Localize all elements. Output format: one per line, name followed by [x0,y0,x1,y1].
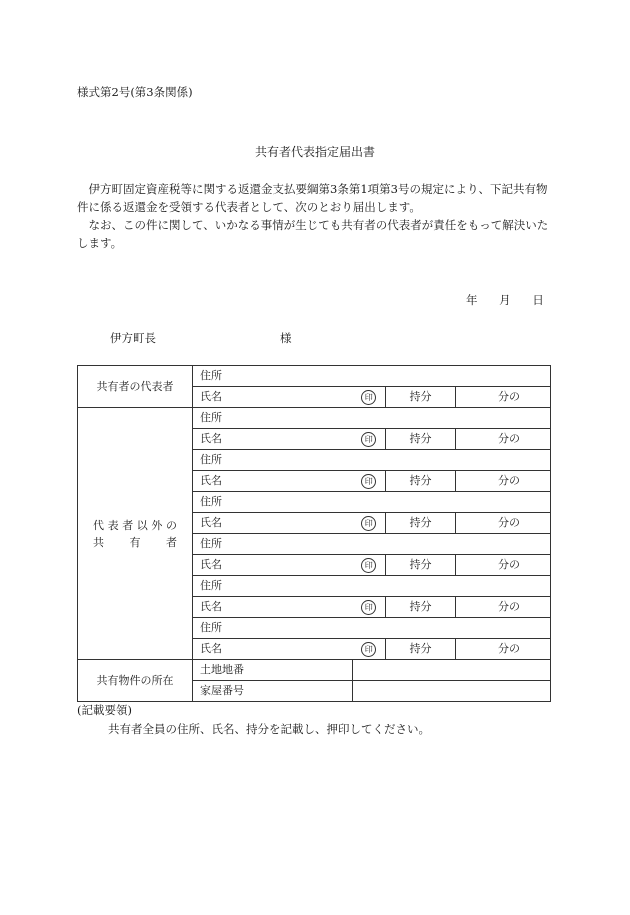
share-suffix: 分の [498,432,520,445]
seal-icon: 印 [361,600,376,615]
address-label: 住所 [200,579,222,592]
seal-cell [353,513,386,534]
body-paragraph-2: なお、この件に関して、いかなる事情が生じても共有者の代表者が責任をもって解決いたします。 [77,218,549,250]
seal-cell [353,429,386,450]
address-field[interactable] [193,576,551,597]
address-field[interactable] [193,450,551,471]
seal-cell [353,471,386,492]
table-row [78,366,551,387]
share-field[interactable] [456,639,551,660]
share-label: 持分 [386,387,456,408]
name-field[interactable] [193,555,353,576]
share-suffix: 分の [498,390,520,403]
name-field[interactable] [193,471,353,492]
address-label: 住所 [200,411,222,424]
share-field[interactable] [456,387,551,408]
name-field[interactable] [193,429,353,450]
share-label: 持分 [386,555,456,576]
share-suffix: 分の [498,516,520,529]
seal-icon: 印 [361,516,376,531]
representative-label: 共有者の代表者 [78,366,193,408]
address-field[interactable] [193,366,551,387]
name-field[interactable] [193,639,353,660]
seal-icon: 印 [361,390,376,405]
addressee: 伊方町長 [110,331,156,345]
honorific: 様 [280,331,292,345]
seal-icon: 印 [361,432,376,447]
name-field[interactable] [193,387,353,408]
share-field[interactable] [456,471,551,492]
seal-icon: 印 [361,474,376,489]
share-label: 持分 [386,513,456,534]
seal-cell [353,597,386,618]
date-month: 月 [499,293,511,307]
house-number-label: 家屋番号 [193,681,353,702]
share-field[interactable] [456,555,551,576]
document-title: 共有者代表指定届出書 [254,145,375,159]
seal-icon: 印 [361,642,376,657]
seal-cell [353,387,386,408]
name-label: 氏名 [200,642,222,655]
other-coowners-label [78,408,193,660]
address-label: 住所 [200,495,222,508]
date-day: 日 [532,293,544,307]
date-line [466,292,562,308]
share-suffix: 分の [498,474,520,487]
notes-heading: (記載要領) [77,703,132,717]
share-suffix: 分の [498,600,520,613]
notes-text: 共有者全員の住所、氏名、持分を記載し、押印してください。 [108,722,430,736]
table-row [78,408,551,429]
share-label: 持分 [386,639,456,660]
name-label: 氏名 [200,558,222,571]
address-field[interactable] [193,534,551,555]
share-suffix: 分の [498,642,520,655]
address-label: 住所 [200,453,222,466]
land-number-label: 土地地番 [193,660,353,681]
address-label: 住所 [200,537,222,550]
house-number-field[interactable] [353,681,551,702]
property-location-label: 共有物件の所在 [78,660,193,702]
address-label: 住所 [200,621,222,634]
seal-cell [353,639,386,660]
form-number: 様式第2号(第3条関係) [77,85,193,99]
name-field[interactable] [193,597,353,618]
land-number-field[interactable] [353,660,551,681]
share-label: 持分 [386,429,456,450]
share-suffix: 分の [498,558,520,571]
share-field[interactable] [456,429,551,450]
name-label: 氏名 [200,432,222,445]
address-field[interactable] [193,408,551,429]
share-label: 持分 [386,597,456,618]
address-label: 住所 [200,369,222,382]
name-field[interactable] [193,513,353,534]
table-row [78,660,551,681]
body-paragraph-1: 伊方町固定資産税等に関する返還金支払要綱第3条第1項第3号の規定により、下記共有物件に係る返還金を受領する代表者として、次のとおり届出します。 [77,182,548,214]
name-label: 氏名 [200,390,222,403]
name-label: 氏名 [200,600,222,613]
other-coowners-label-line1: 代表者以外の [93,518,177,532]
date-year: 年 [466,293,478,307]
seal-cell [353,555,386,576]
share-field[interactable] [456,513,551,534]
share-field[interactable] [456,597,551,618]
name-label: 氏名 [200,474,222,487]
name-label: 氏名 [200,516,222,529]
address-field[interactable] [193,492,551,513]
seal-icon: 印 [361,558,376,573]
other-coowners-label-line2: 共 有 者 [93,535,177,549]
share-label: 持分 [386,471,456,492]
coowner-table [77,365,551,702]
address-field[interactable] [193,618,551,639]
